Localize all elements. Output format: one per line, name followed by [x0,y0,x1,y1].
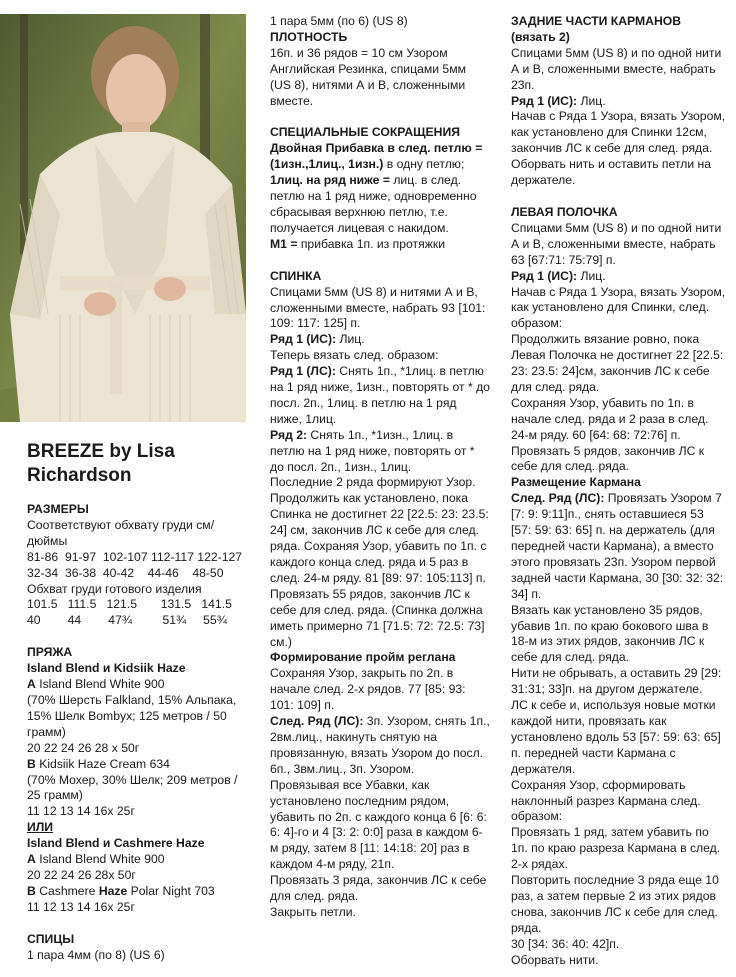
back-raglan-heading: Формирование пройм реглана [270,650,456,665]
back-p3: Последние 2 ряда формируют Узор. Продолжить как установлено, пока Спинка не достигнет 22 [22.5: 23: 23.5: 24] см, закончив ЛС к себе для след. ряда. Сохраняя Узор, убавить по 1п. с каждого конца след. ряда и 5 раз в след. 24-м ряду. 81 [89: 97: 105:113] п. [270,475,489,585]
sizes-fits-label: Соответствуют обхвату груди см/ дюймы [27,517,215,548]
sizes-actual-label: Обхват груди готового изделия [27,581,202,596]
yarn-a-name: Island Blend White 900 [35,677,165,692]
abbr-line3 [270,237,490,253]
back-heading: СПИНКА [270,268,322,283]
yarn-b2-name-pre: Cashmere [35,883,99,898]
yarn-a-desc: (70% Шерсть Falkland, 15% Альпака, 15% Шелк Bombyx; 125 метров / 50 грамм) [27,692,237,739]
abbr-heading: СПЕЦИАЛЬНЫЕ СОКРАЩЕНИЯ [270,125,461,140]
needles-heading: СПИЦЫ [27,931,75,946]
yarn-b2-name-bold: Haze [98,883,128,898]
gauge-heading: ПЛОТНОСТЬ [270,29,348,44]
yarn-b-counts: 11 12 13 14 16x 25г [27,804,135,819]
pocket-backs-r1-rest: Лиц. [577,93,606,108]
left-front-p4: Сохраняя Узор, убавить по 1п. в начале след. ряда и 2 раза в след. 24-м ряду. 60 [64: 68: 72:76] п. [511,395,709,442]
left-front-r1-rest: Лиц. [577,268,606,283]
back-p2: Теперь вязать след. образом: [270,348,439,363]
sizes-actual-in: 40 44 47¾ 51¾ 55¾ [27,613,227,628]
yarn-a2-name: Island Blend White 900 [35,852,165,867]
back-r1rs-bold: Ряд 1 (ЛС): [270,364,336,379]
left-front-next-rest: Провязать Узором 7 [7: 9: 9:11]п., снять оставшиеся 53 [57: 59: 63: 65] п. на держатель (для передней части Кармана), а вместо этого провязать 23п. Узором первой задней части Кармана, 30 [30: 32: 32: 34] п. [511,491,724,601]
back-row1-ws [270,332,490,348]
back-p4: Провязать 55 рядов, закончив ЛС к себе для след. ряда. (Спинка должна иметь примерно 71 [71.5: 72: 72.5: 73] см.) [270,586,485,649]
back-r1rs-rest: Снять 1п., *1лиц. в петлю на 1 ряд ниже, 1изн., повторять от * до посл. 2п., 1лиц. в петлю на 1 ряд ниже, 1лиц. [270,364,490,426]
left-front-p5: Провязать 5 рядов, закончив ЛС к себе для след. ряда. [511,443,705,474]
back-row2 [270,428,490,476]
back-p1: Спицами 5мм (US 8) и нитями А и В, сложенными вместе, набрать 93 [101: 109: 117: 125] п. [270,284,486,331]
pocket-placement-heading: Размещение Кармана [511,475,641,490]
back-r1ws-rest: Лиц. [336,332,365,347]
pocket-backs-heading: ЗАДНИЕ ЧАСТИ КАРМАНОВ (вязать 2) [511,14,682,44]
abbr-l2-rest: лиц. в след. петлю на 1 ряд ниже, одновременно сбрасывая верхнюю петлю, т.е. получается лицевая с накидом. [270,173,477,235]
abbr-l1-bold: Двойная Прибавка в след. петлю = (1изн.,1лиц., 1изн.) [270,141,483,172]
left-front-p3: Продолжить вязание ровно, пока Левая Полочка не достигнет 22 [22.5: 23: 23.5: 24]см, закончив ЛС к себе для след. ряда. [511,332,724,394]
left-front-next-bold: След. Ряд (ЛС): [511,491,605,506]
back-r2-bold: Ряд 2: [270,427,308,442]
left-front-p10: Провязать 1 ряд, затем убавить по 1п. по краю разреза Кармана в след. 2-х рядах. [511,825,721,872]
pocket-backs-p2: Начав с Ряда 1 Узора, вязать Узором, как установлено для Спинки 12см, закончив ЛС к себе для след. ряда. Оборвать нить и оставить петли на держателе. [511,109,726,188]
left-front-p13: Оборвать нити. [511,952,599,967]
abbr-l3-rest: прибавка 1п. из протяжки [297,236,446,251]
back-p5: Сохраняя Узор, закрыть по 2п. в начале след. 2-х рядов. 77 [85: 93: 101: 109] п. [270,666,466,713]
yarn-b2-label: B [27,883,36,898]
left-front-r1-bold: Ряд 1 (ИС): [511,268,578,283]
yarn-a2-counts: 20 22 24 26 28x 50г [27,867,136,882]
yarn-b2-name-post: Polar Night 703 [127,883,215,898]
pocket-backs-r1-bold: Ряд 1 (ИС): [511,93,578,108]
back-p6: Провязывая все Убавки, как установлено последним рядом, убавить по 2п. с каждого конца 6 [6: 6: 6: 4]-го и 4 [3: 2: 0:0] раза в каждом 6-м ряду, затем 8 [11: 14:18: 20] раз в каждом 4-м ряду, 21п. [270,777,487,872]
back-r2-rest: Снять 1п., *1изн., 1лиц. в петлю на 1 ряд ниже, повторять от * до посл. 2п., 1изн., 1лиц. [270,427,475,474]
pocket-backs-p1: Спицами 5мм (US 8) и по одной нити А и В, сложенными вместе, набрать 23п. [511,45,722,92]
column-1 [27,502,252,963]
yarn-heading: ПРЯЖА [27,645,73,660]
gauge-text: 16п. и 36 рядов = 10 см Узором Английская Резинка, спицами 5мм (US 8), нитями А и В, сложенными вместе. [270,45,466,108]
column-2 [270,14,490,921]
left-front-p6: Вязать как установлено 35 рядов, убавив 1п. по краю бокового шва в 18-м из этих рядов, закончив ЛС к себе для след. ряда. [511,602,709,665]
abbr-l2-bold: 1лиц. на ряд ниже = [270,173,390,188]
left-front-p8: ЛС к себе и, используя новые мотки каждой нити, провязать как установлено вдоль 53 [57: 59: 63: 65] п. передней части Кармана с держателя. [511,698,721,776]
yarn-b-label: B [27,756,36,771]
left-front-p11: Повторить последние 3 ряда еще 10 раз, а затем первые 2 из этих рядов снова, закончив ЛС к себе для след. ряда. [511,873,719,935]
yarn-a-label: A [27,677,36,692]
back-next-row [270,714,490,778]
back-row1-rs [270,364,490,428]
column-3 [511,14,726,968]
left-front-heading: ЛЕВАЯ ПОЛОЧКА [511,204,618,219]
yarn-b2 [27,884,252,900]
yarn-b2-counts: 11 12 13 14 16x 25г [27,899,135,914]
abbr-l1-rest: в одну петлю; [383,157,465,172]
sizes-heading: РАЗМЕРЫ [27,502,89,516]
yarn-a-counts: 20 22 24 26 28 x 50г [27,740,140,755]
yarn-option2-title: Island Blend и Cashmere Haze [27,836,205,851]
yarn-or: ИЛИ [27,820,54,835]
left-front-next-row [511,491,726,602]
left-front-p1: Спицами 5мм (US 8) и по одной нити А и В, сложенными вместе, набрать 63 [67:71: 75:79] п. [511,220,722,267]
yarn-b-name: Kidsiik Haze Cream 634 [35,756,170,771]
needles-n2: 1 пара 5мм (по 6) (US 8) [270,14,408,28]
back-p7: Провязать 3 ряда, закончив ЛС к себе для след. ряда. [270,873,487,904]
back-p8: Закрыть петли. [270,904,356,919]
sizes-fits-cm: 81-86 91-97 102-107 112-117 122-127 [27,549,243,564]
back-next-bold: След. Ряд (ЛС): [270,714,364,729]
left-front-row1 [511,269,726,285]
abbr-line1 [270,141,490,173]
sizes-fits-in: 32-34 36-38 40-42 44-46 48-50 [27,565,224,580]
yarn-a2 [27,852,252,868]
abbr-line2 [270,173,490,237]
pocket-backs-row1 [511,94,726,110]
left-front-p7: Нити не обрывать, а оставить 29 [29: 31:31; 33]п. на другом держателе. [511,666,722,697]
back-r1ws-bold: Ряд 1 (ИС): [270,332,337,347]
back-next-rest: 3п. Узором, снять 1п., 2вм.лиц., накинуть снятую на провязанную, вязать Узором до посл. 6п., 3вм.лиц., 3п. Узором. [270,714,490,776]
pattern-title: BREEZE by Lisa Richardson [27,441,175,486]
left-front-p12: 30 [34: 36: 40: 42]п. [511,936,620,951]
yarn-a2-label: A [27,852,36,867]
sizes-actual-cm: 101.5 111.5 121.5 131.5 141.5 [27,597,232,612]
model-photo-illustration [0,14,246,422]
left-front-p9: Сохраняя Узор, сформировать наклонный разрез Кармана след. образом: [511,777,701,824]
yarn-b-desc: (70% Мохер, 30% Шелк; 209 метров / 25 грамм) [27,772,238,803]
abbr-l3-bold: M1 = [270,236,298,251]
model-photo [0,14,246,422]
yarn-a [27,677,252,693]
yarn-option1-title: Island Blend и Kidsiik Haze [27,661,186,676]
left-front-p2: Начав с Ряда 1 Узора, вязать Узором, как установлено для Спинки, след. образом: [511,284,726,331]
needles-n1: 1 пара 4мм (по 8) (US 6) [27,947,165,962]
yarn-b [27,757,252,773]
